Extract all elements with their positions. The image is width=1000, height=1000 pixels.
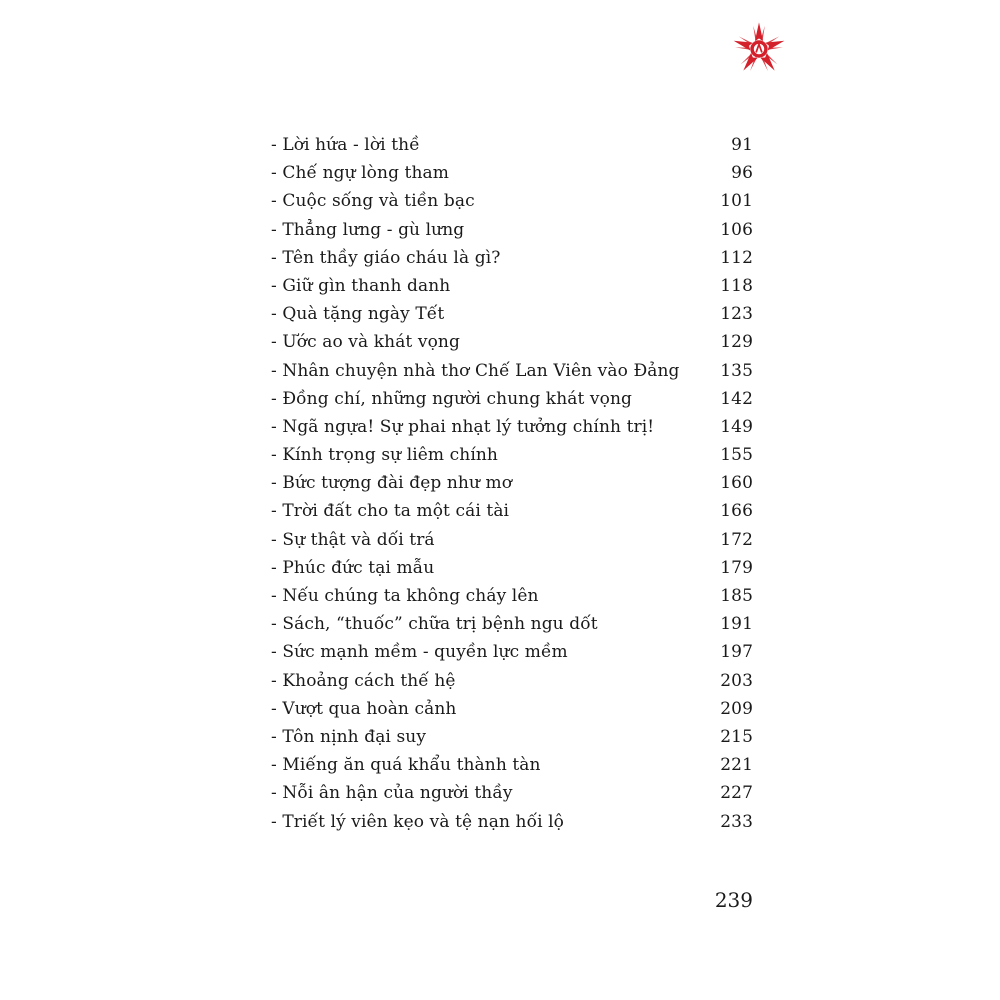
toc-entry-title: - Tên thầy giáo cháu là gì?	[271, 247, 501, 268]
toc-entry	[271, 751, 753, 779]
toc-entry-page: 123	[720, 304, 753, 325]
toc-entry-title: - Phúc đức tại mẫu	[271, 557, 435, 578]
toc-entry-title: - Tôn nịnh đại suy	[271, 726, 427, 747]
toc-entry-page: 203	[720, 670, 753, 691]
toc-entry	[271, 357, 753, 385]
toc-entry	[271, 244, 753, 272]
toc-entry-title: - Trời đất cho ta một cái tài	[271, 501, 510, 522]
toc-entry	[271, 272, 753, 300]
toc-entry-title: - Giữ gìn thanh danh	[271, 275, 451, 296]
toc-entry-title: - Bức tượng đài đẹp như mơ	[271, 473, 513, 494]
toc-entry	[271, 159, 753, 187]
toc-entry-title: - Đồng chí, những người chung khát vọng	[271, 388, 632, 409]
toc-entry-page: 179	[720, 557, 753, 578]
toc-entry	[271, 779, 753, 807]
toc-entry	[271, 413, 753, 441]
toc-entry-title: - Sự thật và dối trá	[271, 529, 435, 550]
toc-entry	[271, 667, 753, 695]
toc-entry-title: - Ước ao và khát vọng	[271, 332, 460, 353]
toc-entry-page: 149	[720, 416, 753, 437]
table-of-contents	[271, 131, 753, 836]
toc-entry-page: 112	[720, 247, 753, 268]
toc-entry-page: 221	[720, 755, 753, 776]
toc-entry-page: 172	[720, 529, 753, 550]
toc-entry-title: - Sức mạnh mềm - quyền lực mềm	[271, 642, 568, 663]
toc-entry	[271, 131, 753, 159]
toc-entry-title: - Nhân chuyện nhà thơ Chế Lan Viên vào Đảng	[271, 360, 680, 381]
toc-entry	[271, 216, 753, 244]
toc-entry-page: 129	[720, 332, 753, 353]
toc-entry	[271, 300, 753, 328]
toc-entry	[271, 808, 753, 836]
toc-entry-title: - Triết lý viên kẹo và tệ nạn hối lộ	[271, 811, 564, 832]
toc-entry	[271, 610, 753, 638]
toc-entry-page: 233	[720, 811, 753, 832]
toc-entry-title: - Nỗi ân hận của người thầy	[271, 783, 513, 804]
toc-entry-title: - Ngã ngựa! Sự phai nhạt lý tưởng chính trị!	[271, 416, 655, 437]
toc-entry-title: - Sách, “thuốc” chữa trị bệnh ngu dốt	[271, 614, 598, 635]
toc-entry-page: 215	[720, 726, 753, 747]
toc-entry-title: - Nếu chúng ta không cháy lên	[271, 586, 539, 606]
toc-entry-title: - Cuộc sống và tiền bạc	[271, 191, 475, 212]
toc-entry	[271, 723, 753, 751]
toc-entry-title: - Miếng ăn quá khẩu thành tàn	[271, 755, 541, 776]
toc-entry-page: 155	[720, 445, 753, 466]
toc-entry-page: 227	[720, 783, 753, 804]
toc-entry-page: 197	[720, 642, 753, 663]
toc-entry-page: 91	[731, 135, 753, 155]
toc-entry-page: 166	[720, 501, 753, 522]
toc-entry	[271, 695, 753, 723]
toc-entry	[271, 328, 753, 356]
toc-entry-title: - Kính trọng sự liêm chính	[271, 445, 498, 466]
toc-entry	[271, 526, 753, 554]
toc-entry-page: 185	[720, 586, 753, 606]
toc-entry	[271, 441, 753, 469]
toc-entry-page: 135	[720, 360, 753, 381]
toc-entry-title: - Thẳng lưng - gù lưng	[271, 219, 465, 240]
toc-entry	[271, 582, 753, 610]
toc-entry-page: 142	[720, 388, 753, 409]
toc-entry-page: 106	[720, 219, 753, 240]
toc-entry	[271, 187, 753, 215]
toc-entry	[271, 638, 753, 666]
toc-entry-page: 209	[720, 698, 753, 719]
toc-entry-title: - Lời hứa - lời thề	[271, 135, 420, 155]
toc-entry-page: 118	[720, 275, 753, 296]
toc-entry	[271, 385, 753, 413]
toc-entry-page: 96	[731, 163, 753, 184]
toc-entry	[271, 554, 753, 582]
toc-entry-title: - Khoảng cách thế hệ	[271, 670, 456, 691]
page-number: 239	[714, 888, 753, 912]
toc-entry-title: - Chế ngự lòng tham	[271, 163, 449, 184]
toc-entry-title: - Quà tặng ngày Tết	[271, 304, 445, 325]
toc-entry	[271, 469, 753, 497]
toc-entry	[271, 497, 753, 525]
toc-entry-page: 160	[720, 473, 753, 494]
toc-entry-title: - Vượt qua hoàn cảnh	[271, 698, 457, 719]
star-emblem-icon	[730, 20, 788, 78]
toc-entry-page: 101	[720, 191, 753, 212]
toc-entry-page: 191	[720, 614, 753, 635]
